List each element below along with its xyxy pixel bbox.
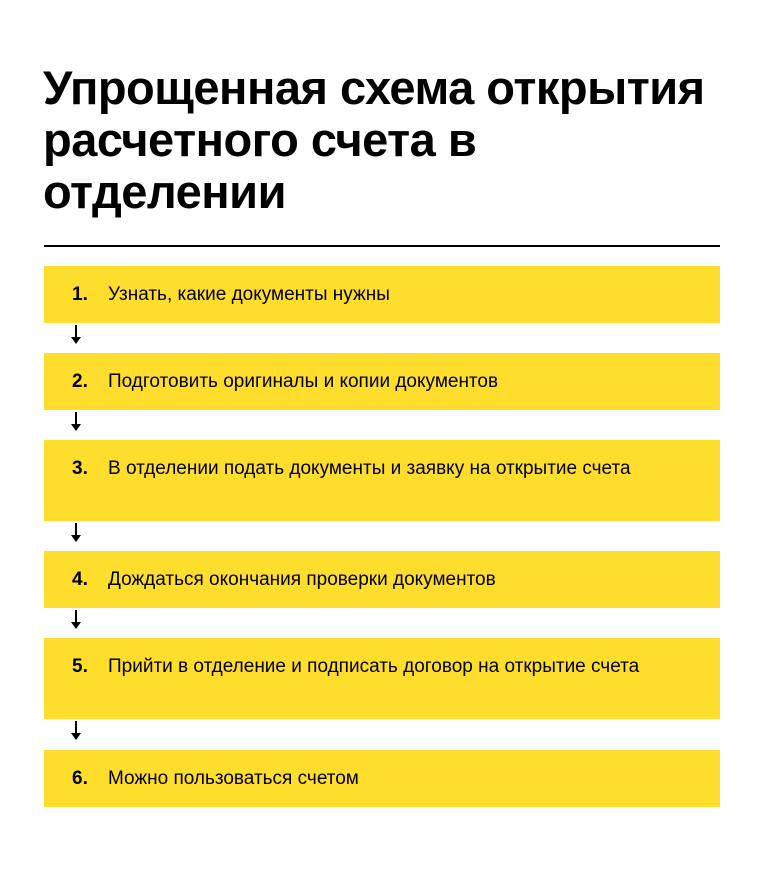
arrow-down-icon	[70, 721, 82, 741]
step-number: 2.	[72, 371, 88, 392]
step-1	[44, 266, 720, 323]
step-number: 6.	[72, 768, 88, 789]
arrow-down-icon	[70, 610, 82, 630]
step-3	[44, 440, 720, 521]
step-5	[44, 638, 720, 719]
step-number: 5.	[72, 656, 88, 677]
title-divider	[44, 245, 720, 247]
step-4	[44, 551, 720, 608]
step-number: 1.	[72, 284, 88, 305]
step-6	[44, 750, 720, 807]
arrow-down-icon	[70, 523, 82, 543]
step-text: Прийти в отделение и подписать договор на открытие счета	[108, 656, 640, 677]
step-text: В отделении подать документы и заявку на открытие счета	[108, 458, 631, 479]
page-title: Упрощенная схема открытия расчетного счета в отделении	[43, 61, 705, 218]
step-text: Подготовить оригиналы и копии документов	[108, 371, 499, 392]
arrow-down-icon	[70, 412, 82, 432]
step-text: Дождаться окончания проверки документов	[108, 569, 496, 590]
step-number: 3.	[72, 458, 88, 479]
step-text: Узнать, какие документы нужны	[108, 284, 390, 305]
step-text: Можно пользоваться счетом	[108, 768, 359, 789]
arrow-down-icon	[70, 325, 82, 345]
step-2	[44, 353, 720, 410]
step-number: 4.	[72, 569, 88, 590]
